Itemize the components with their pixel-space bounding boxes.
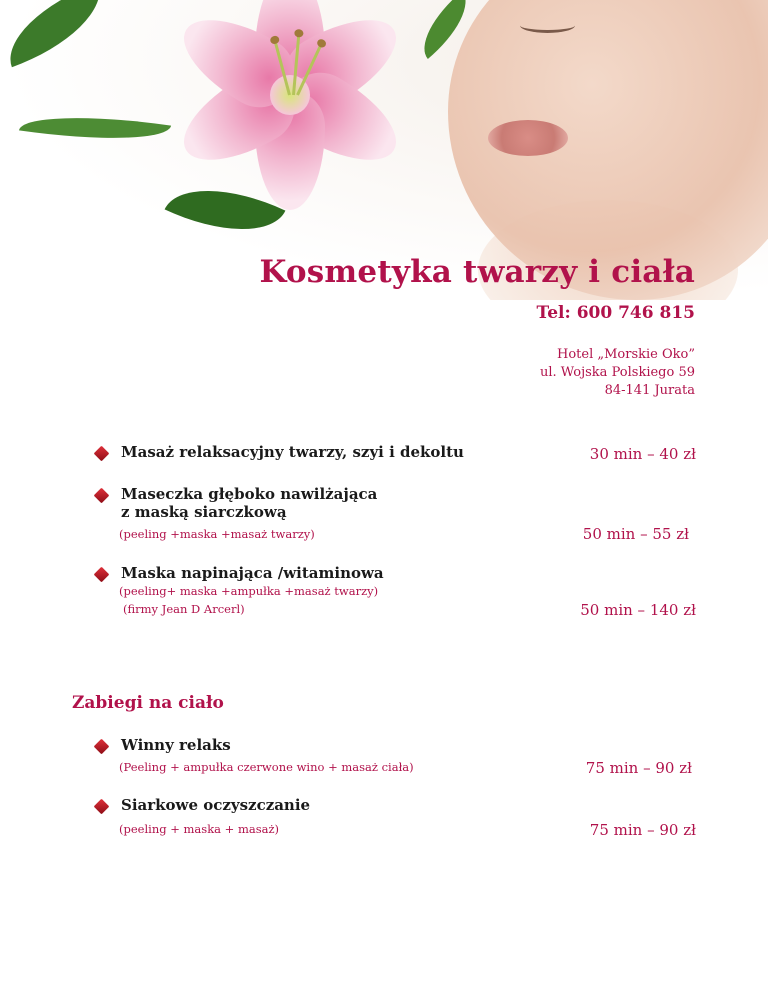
treatment-price: 50 min – 55 zł — [582, 525, 689, 543]
lily-leaf — [0, 0, 115, 67]
address-line: Hotel „Morskie Oko” — [557, 347, 695, 362]
red-diamond-bullet-icon — [94, 488, 110, 504]
red-diamond-bullet-icon — [94, 567, 110, 583]
treatment-name: z maską siarczkową — [121, 503, 287, 521]
treatment-description: (firmy Jean D Arcerl) — [123, 602, 245, 616]
list-item — [96, 565, 696, 625]
treatment-name: Masaż relaksacyjny twarzy, szyi i dekoltu — [121, 443, 464, 461]
lily-leaf — [19, 105, 171, 152]
page-title: Kosmetyka twarzy i ciała — [259, 254, 695, 290]
lips — [488, 120, 568, 156]
phone-number: Tel: 600 746 815 — [536, 303, 695, 323]
treatment-name: Maseczka głęboko nawilżająca — [121, 485, 378, 503]
treatment-name: Siarkowe oczyszczanie — [121, 796, 311, 814]
treatment-description: (peeling+ maska +ampułka +masaż twarzy) — [119, 584, 379, 598]
treatment-price: 75 min – 90 zł — [585, 759, 692, 777]
red-diamond-bullet-icon — [94, 799, 110, 815]
list-item — [96, 737, 696, 781]
treatment-description: (Peeling + ampułka czerwone wino + masaż ciała) — [119, 760, 414, 774]
list-item — [96, 444, 696, 466]
red-diamond-bullet-icon — [94, 446, 110, 462]
treatment-price: 50 min – 140 zł — [580, 601, 696, 619]
treatment-name: Maska napinająca /witaminowa — [121, 564, 384, 582]
treatment-description: (peeling + maska + masaż) — [119, 822, 280, 836]
list-item — [96, 486, 696, 546]
treatment-name: Winny relaks — [121, 736, 231, 754]
treatment-description: (peeling +maska +masaż twarzy) — [119, 527, 315, 541]
address-line: 84-141 Jurata — [604, 383, 695, 398]
closed-eye — [520, 18, 575, 33]
section-title: Zabiegi na ciało — [72, 693, 224, 713]
treatment-price: 75 min – 90 zł — [589, 821, 696, 839]
red-diamond-bullet-icon — [94, 739, 110, 755]
list-item — [96, 797, 696, 841]
treatment-price: 30 min – 40 zł — [589, 445, 696, 463]
address-line: ul. Wojska Polskiego 59 — [540, 365, 695, 380]
address-block — [540, 346, 695, 400]
